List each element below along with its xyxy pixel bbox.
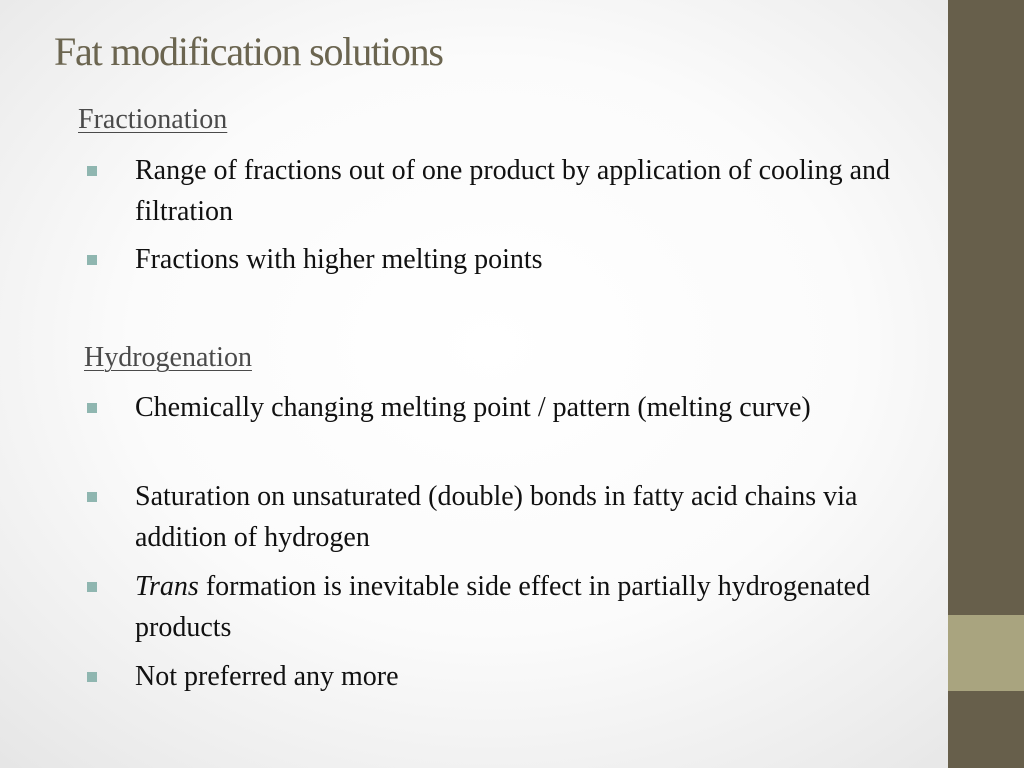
list-item: Not preferred any more bbox=[135, 661, 399, 692]
section-heading-hydrogenation: Hydrogenation bbox=[84, 342, 252, 373]
square-bullet-icon bbox=[87, 492, 97, 502]
square-bullet-icon bbox=[87, 582, 97, 592]
square-bullet-icon bbox=[87, 672, 97, 682]
list-item-text: formation is inevitable side effect in partially hydrogenated products bbox=[135, 571, 871, 643]
italic-term-trans: Trans bbox=[135, 571, 199, 602]
list-item: Fractions with higher melting points bbox=[135, 244, 543, 275]
side-decor-accent bbox=[948, 615, 1024, 691]
square-bullet-icon bbox=[87, 166, 97, 176]
square-bullet-icon bbox=[87, 403, 97, 413]
list-item: Saturation on unsaturated (double) bonds in fatty acid chains via addition of hydrogen bbox=[135, 481, 858, 553]
slide-title: Fat modification solutions bbox=[54, 29, 443, 74]
square-bullet-icon bbox=[87, 255, 97, 265]
list-item: Chemically changing melting point / pattern (melting curve) bbox=[135, 392, 811, 423]
list-item bbox=[135, 566, 925, 648]
list-item: Range of fractions out of one product by application of cooling and filtration bbox=[135, 155, 891, 227]
section-heading-fractionation: Fractionation bbox=[78, 104, 228, 135]
